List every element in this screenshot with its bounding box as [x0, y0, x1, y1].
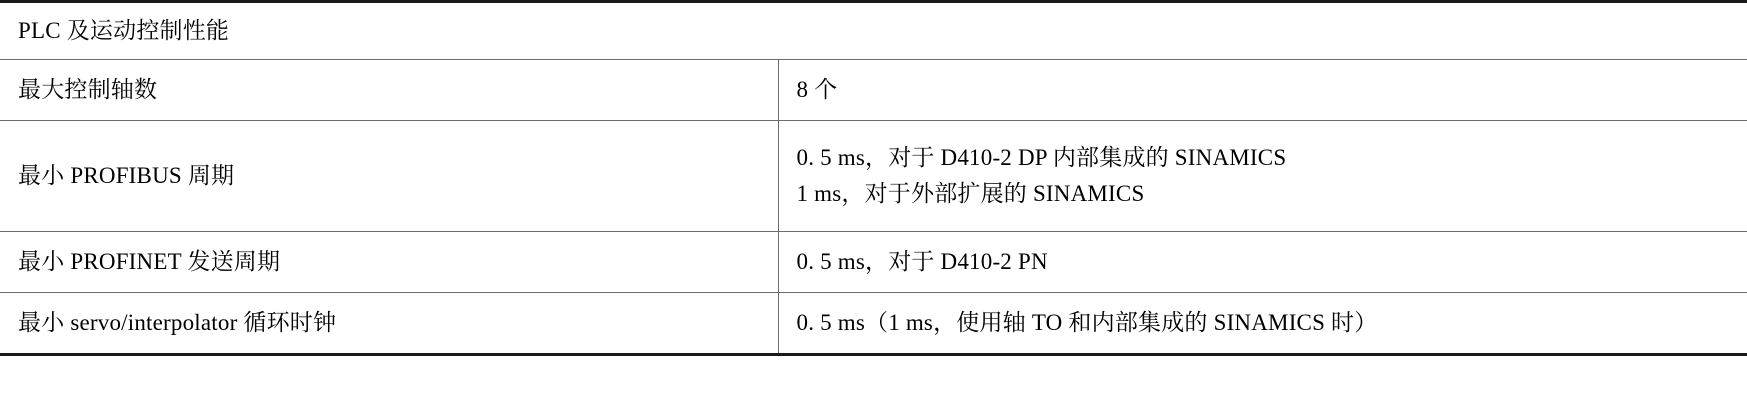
table-header-row [0, 2, 1747, 60]
row-label-cell [0, 292, 778, 354]
row-value-cell [778, 120, 1747, 231]
table-row [0, 59, 1747, 120]
row-value-cell [778, 292, 1747, 354]
row-label-line: 最小 PROFINET 发送周期 [18, 248, 281, 274]
row-value-cell [778, 59, 1747, 120]
row-value-line: 8 个 [796, 76, 838, 102]
table-row [0, 231, 1747, 292]
row-label-line: 最大控制轴数 [18, 76, 158, 102]
row-value-cell [778, 231, 1747, 292]
row-value-line: 1 ms，对于外部扩展的 SINAMICS [796, 180, 1145, 206]
row-label-line: 最小 servo/interpolator 循环时钟 [18, 309, 337, 335]
row-label-cell [0, 231, 778, 292]
row-label-line: 最小 PROFIBUS 周期 [18, 162, 235, 188]
row-value-line: 0. 5 ms，对于 D410-2 DP 内部集成的 SINAMICS [796, 145, 1287, 170]
table-header-cell [0, 2, 1747, 60]
table-row [0, 120, 1747, 231]
row-label-cell [0, 120, 778, 231]
row-value-line: 0. 5 ms（1 ms，使用轴 TO 和内部集成的 SINAMICS 时） [796, 309, 1378, 335]
row-label-cell [0, 59, 778, 120]
table-row [0, 292, 1747, 354]
table-header-label: PLC 及运动控制性能 [18, 18, 230, 43]
row-value-line: 0. 5 ms，对于 D410-2 PN [796, 248, 1048, 274]
